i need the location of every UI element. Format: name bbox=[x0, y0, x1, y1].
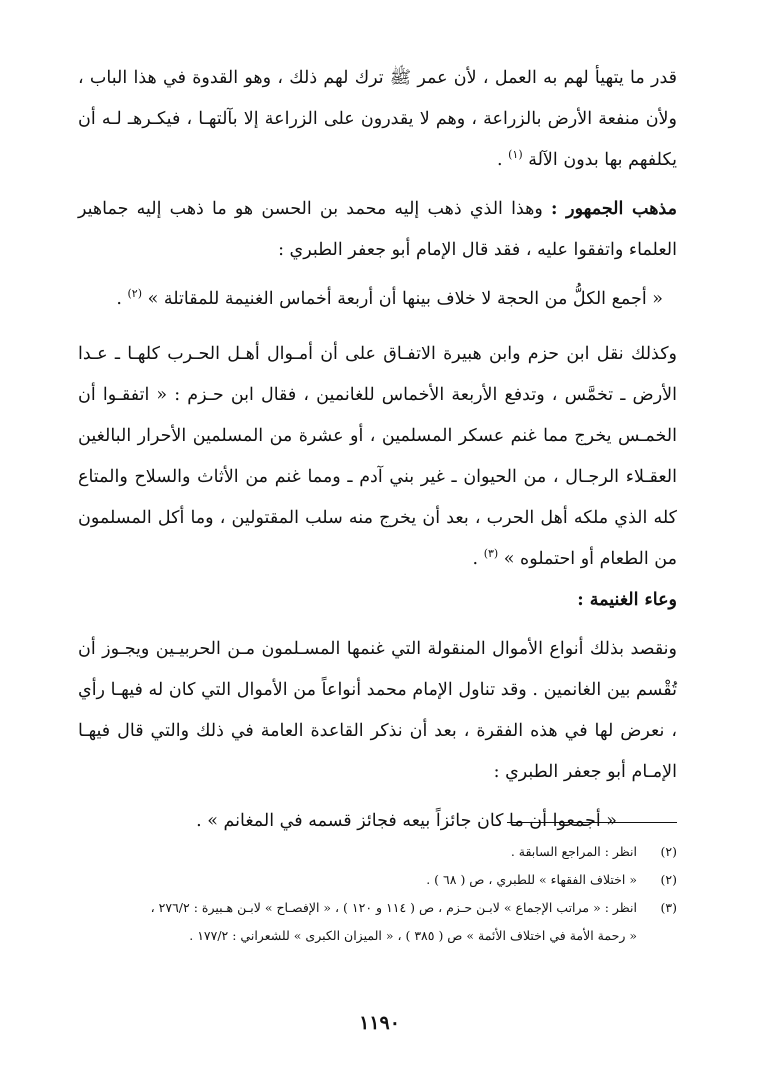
footnote-ref-1: (١) bbox=[508, 148, 523, 162]
paragraph-4: ونقصد بذلك أنواع الأموال المنقولة التي غنمها المسـلمون مـن الحربيـين ويجـوز أن تُقْسم بين الغانمين . وقد تناول الإمام محمد أنواعاً من الأموال التي كان له فيهـا رأي ، نعرض لها في هذه الفقرة ، بعد أن نذكر القاعدة العامة في ذلك والتي قال فيهـا الإمـام أبو جعفر الطبري : bbox=[78, 639, 677, 782]
footnotes bbox=[70, 838, 677, 950]
quotation-1 bbox=[78, 279, 677, 320]
footnote-text-block bbox=[70, 894, 637, 950]
footnote-divider bbox=[507, 822, 677, 823]
page-number: ١١٩٠ bbox=[359, 1012, 400, 1034]
quotation-2: « أجمعوا أن ما كان جائزاً بيعه فجائز قسمه في المغانم » . bbox=[196, 811, 617, 831]
footnote-1 bbox=[70, 838, 677, 866]
footnote-ref-2: (٢) bbox=[127, 287, 142, 301]
paragraph-3-end: . bbox=[472, 549, 484, 569]
paragraph-1-text: قدر ما يتهيأ لهم به العمل ، لأن عمر ﷺ ترك لهم ذلك ، وهو القدوة في هذا الباب ، ولأن منفعة الأرض بالزراعة ، وهم لا يقدرون على الزراعة إلا بآلتهـا ، فيكـرهـ لـه أن يكلفهم بها بدون الآلة bbox=[78, 68, 677, 170]
footnote-number: (٣) bbox=[660, 900, 677, 915]
paragraph-1 bbox=[78, 58, 677, 181]
footnote-number: (٢) bbox=[660, 844, 677, 859]
paragraph-3 bbox=[78, 334, 677, 580]
quotation-1-text: « أجمع الكلُّ من الحجة لا خلاف بينها أن أربعة أخماس الغنيمة للمقاتلة » bbox=[147, 289, 663, 309]
majority-school-heading: مذهب الجمهور : bbox=[550, 199, 677, 219]
footnote-2 bbox=[70, 866, 677, 894]
paragraph-2 bbox=[78, 189, 677, 271]
footnote-3 bbox=[70, 894, 677, 950]
paragraph-1-end: . bbox=[496, 150, 509, 170]
footnote-text: انظر : المراجع السابقة . bbox=[510, 844, 637, 859]
quotation-1-end: . bbox=[116, 289, 128, 309]
footnote-text: انظر : « مراتب الإجماع » لابـن حـزم ، ص ( ١١٤ و ١٢٠ ) ، « الإفصـاح » لابـن هـبيرة : ٢٧٦/٢ ، bbox=[150, 900, 637, 915]
paragraph-3-text: وكذلك نقل ابن حزم وابن هبيرة الاتفـاق على أن أمـوال أهـل الحـرب كلهـا ـ عـدا الأرض ـ تخمَّس ، وتدفع الأربعة الأخماس للغانمين ، فقال ابن حـزم : « اتفقـوا أن الخمـس يخرج مما غنم عسكر المسلمين ، أو عشرة من المسلمين الأحرار البالغين العقـلاء الرجـال ، من الحيوان ـ غير بني آدم ـ ومما غنم من الأثاث والسلاح والمتاع كله الذي ملكه أهل الحرب ، بعد أن يخرج منه سلب المقتولين ، وما أكل المسلمون من الطعام أو احتملوه » bbox=[78, 344, 677, 569]
section-heading: وعاء الغنيمة : bbox=[577, 590, 677, 610]
footnote-ref-3: (٣) bbox=[483, 547, 499, 561]
footnote-number: (٢) bbox=[660, 872, 677, 887]
footnote-text-continued: « رحمة الأمة في اختلاف الأئمة » ص ( ٣٨٥ ) ، « الميزان الكبرى » للشعراني : ١٧٧/٢ . bbox=[189, 928, 637, 943]
paragraph-2-text: وهذا الذي ذهب إليه محمد بن الحسن هو ما ذهب إليه جماهير العلماء واتفقوا عليه ، فقد قال الإمام أبو جعفر الطبري : bbox=[78, 199, 677, 260]
footnote-text: « اختلاف الفقهاء » للطبري ، ص ( ٦٨ ) . bbox=[426, 872, 637, 887]
body-text bbox=[78, 58, 677, 842]
